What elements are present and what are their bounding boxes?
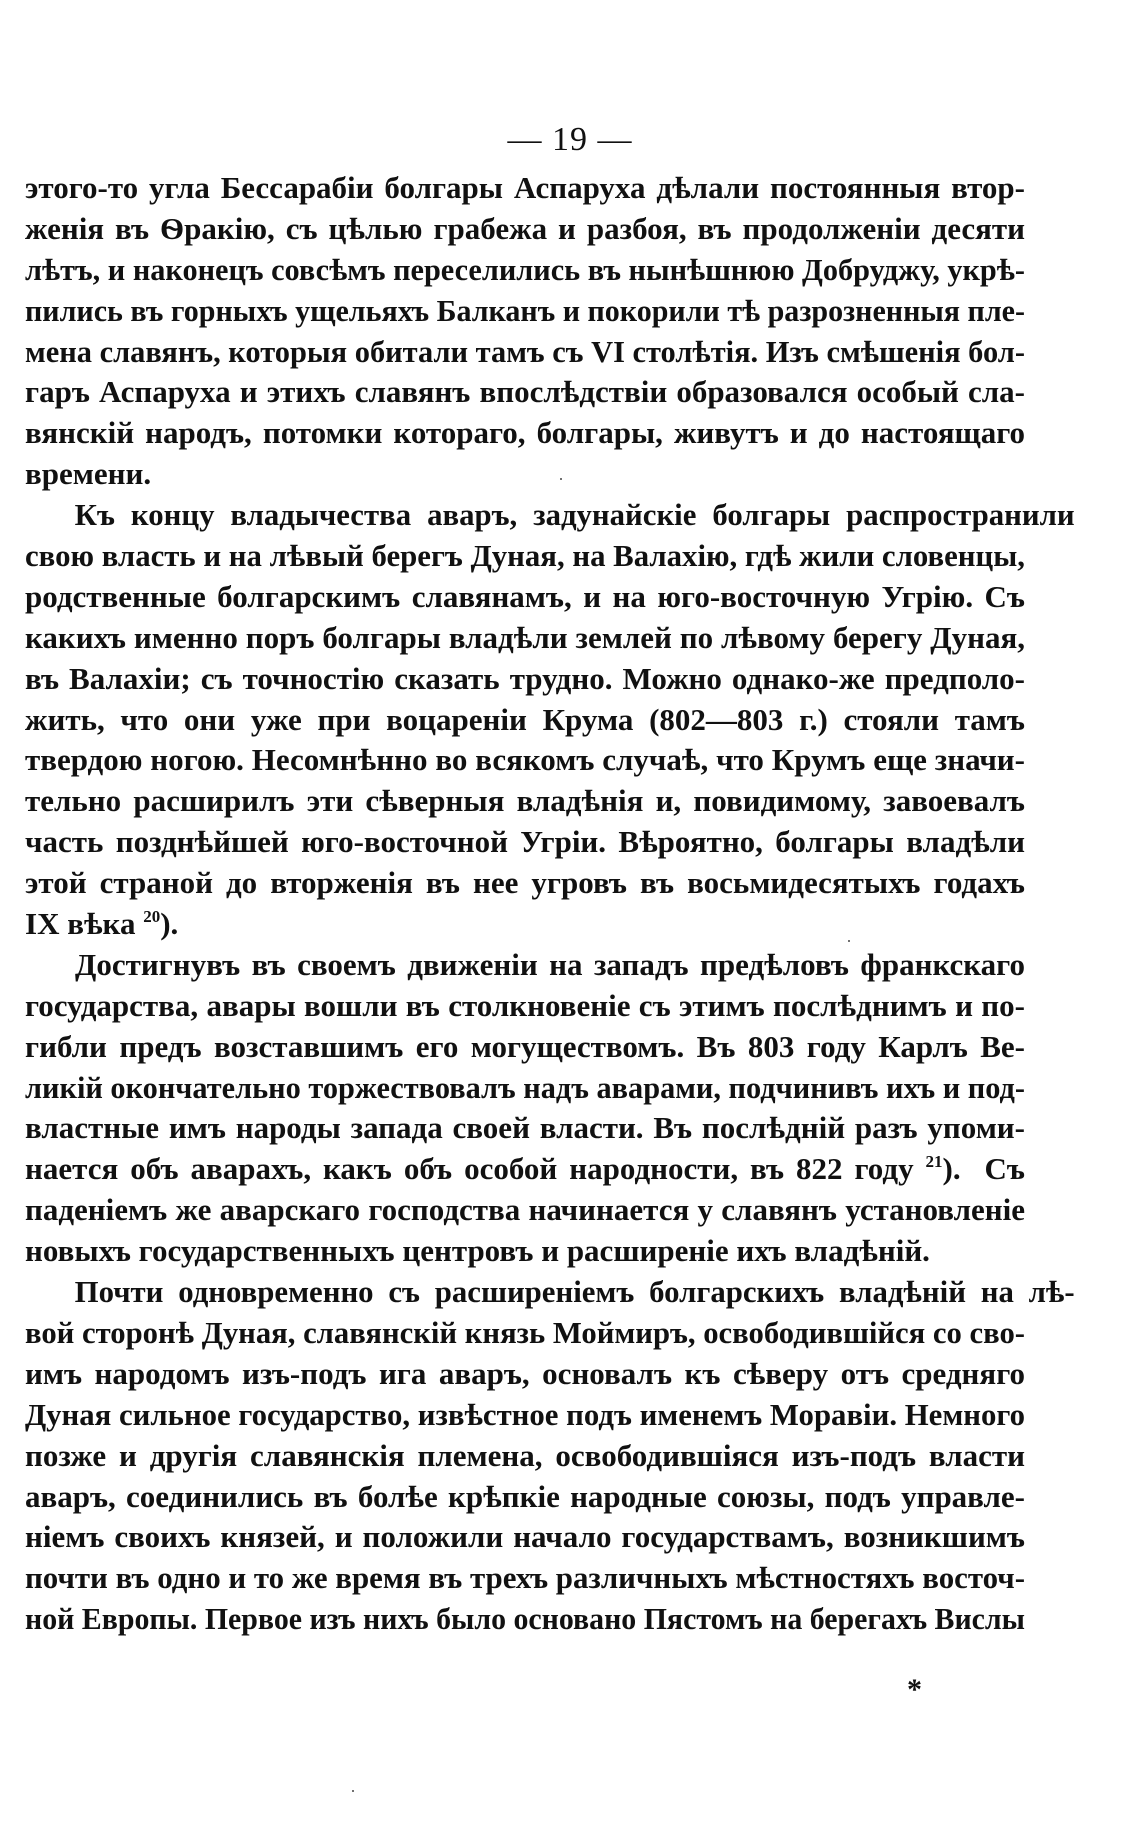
text-line: мена славянъ, которыя обитали тамъ съ VI столѣтія. Изъ смѣшенія бол- — [25, 333, 1025, 369]
signature-mark: * — [907, 1673, 922, 1706]
text-line: аваръ, соединились въ болѣе крѣпкіе народные союзы, подъ управле- — [25, 1478, 1025, 1514]
text-line: ликій окончательно торжествовалъ надъ аварами, подчинивъ ихъ и под- — [25, 1069, 1025, 1105]
text-line: Къ концу владычества аваръ, задунайскіе болгары распространили — [74, 497, 1075, 533]
text-line: какихъ именно поръ болгары владѣли землей по лѣвому берегу Дуная, — [25, 619, 1025, 655]
text-line: женія въ Ѳракію, съ цѣлью грабежа и разбоя, въ продолженіи десяти — [25, 210, 1025, 246]
text-line: имъ народомъ изъ-подъ ига аваръ, основалъ къ сѣверу отъ средняго — [25, 1355, 1025, 1391]
text-line: этой страной до вторженія въ нее угровъ въ восьмидесятыхъ годахъ — [25, 865, 1025, 901]
text-line-with-footnote — [25, 904, 1025, 945]
text-line: часть позднѣйшей юго-восточной Угріи. Вѣроятно, болгары владѣли — [25, 824, 1025, 860]
text-line: новыхъ государственныхъ центровъ и расширеніе ихъ владѣній. — [25, 1233, 930, 1269]
text-line: тельно расширилъ эти сѣверныя владѣнія и, повидимому, завоевалъ — [25, 783, 1025, 819]
text-line: Достигнувъ въ своемъ движеніи на западъ предѣловъ франкскаго — [75, 946, 1025, 982]
text-line-with-footnote — [25, 1149, 1025, 1190]
text-line: позже и другія славянскія племена, освободившіяся изъ-подъ власти — [25, 1437, 1025, 1473]
text-line-segment: ). — [942, 1151, 961, 1187]
text-line: ной Европы. Первое изъ нихъ было основано Пястомъ на берегахъ Вислы — [25, 1601, 1025, 1637]
text-line: твердою ногою. Несомнѣнно во всякомъ случаѣ, что Крумъ еще значи- — [25, 742, 1025, 778]
text-line: государства, авары вошли въ столкновеніе съ этимъ послѣднимъ и по- — [25, 987, 1025, 1023]
footnote-ref: 21 — [925, 1152, 943, 1172]
text-line-segment: IX вѣка — [25, 906, 136, 942]
text-line: времени. — [25, 456, 152, 492]
print-speck — [352, 1790, 354, 1792]
page-number: — 19 — — [507, 121, 633, 158]
text-line: ніемъ своихъ князей, и положили начало государствамъ, возникшимъ — [25, 1519, 1025, 1555]
text-line: свою власть и на лѣвый берегъ Дуная, на Валахію, гдѣ жили словенцы, — [25, 538, 1025, 574]
text-line: вой сторонѣ Дуная, славянскій князь Моймиръ, освободившійся со сво- — [25, 1314, 1025, 1350]
text-line: почти въ одно и то же время въ трехъ различныхъ мѣстностяхъ восточ- — [25, 1560, 1025, 1596]
text-line: родственные болгарскимъ славянамъ, и на юго-восточную Угрію. Съ — [25, 578, 1025, 614]
text-line: жить, что они уже при воцареніи Крума (802—803 г.) стояли тамъ — [25, 701, 1025, 737]
body-text — [25, 168, 1075, 1640]
text-line: гибли предъ возставшимъ его могуществомъ. Въ 803 году Карлъ Ве- — [25, 1028, 1025, 1064]
text-line: гаръ Аспаруха и этихъ славянъ впослѣдствіи образовался особый сла- — [25, 374, 1025, 410]
text-line: лѣтъ, и наконецъ совсѣмъ переселились въ нынѣшнюю Добруджу, укрѣ- — [25, 251, 1025, 287]
text-line: этого-то угла Бессарабіи болгары Аспаруха дѣлали постоянныя втор- — [25, 170, 1025, 205]
text-line: Дуная сильное государство, извѣстное подъ именемъ Моравіи. Немного — [25, 1396, 1025, 1432]
text-line: паденіемъ же аварскаго господства начинается у славянъ установленіе — [25, 1192, 1025, 1228]
footnote-ref: 20 — [143, 907, 161, 927]
text-line: Почти одновременно съ расширеніемъ болгарскихъ владѣній на лѣ- — [74, 1274, 1075, 1310]
text-line: пились въ горныхъ ущельяхъ Балканъ и покорили тѣ разрозненныя пле- — [25, 292, 1025, 328]
text-line-segment: нается объ аварахъ, какъ объ особой народности, въ 822 году — [25, 1151, 914, 1187]
text-line: въ Валахіи; съ точностію сказать трудно. Можно однако-же предполо- — [25, 660, 1025, 696]
text-line: властные имъ народы запада своей власти. Въ послѣдній разъ упоми- — [25, 1110, 1025, 1146]
print-speck — [560, 478, 562, 480]
text-line: вянскій народъ, потомки котораго, болгары, живутъ и до настоящаго — [25, 415, 1025, 451]
text-line-segment: ). — [160, 906, 179, 942]
text-line-segment: Съ — [984, 1151, 1025, 1187]
print-speck — [848, 940, 850, 942]
